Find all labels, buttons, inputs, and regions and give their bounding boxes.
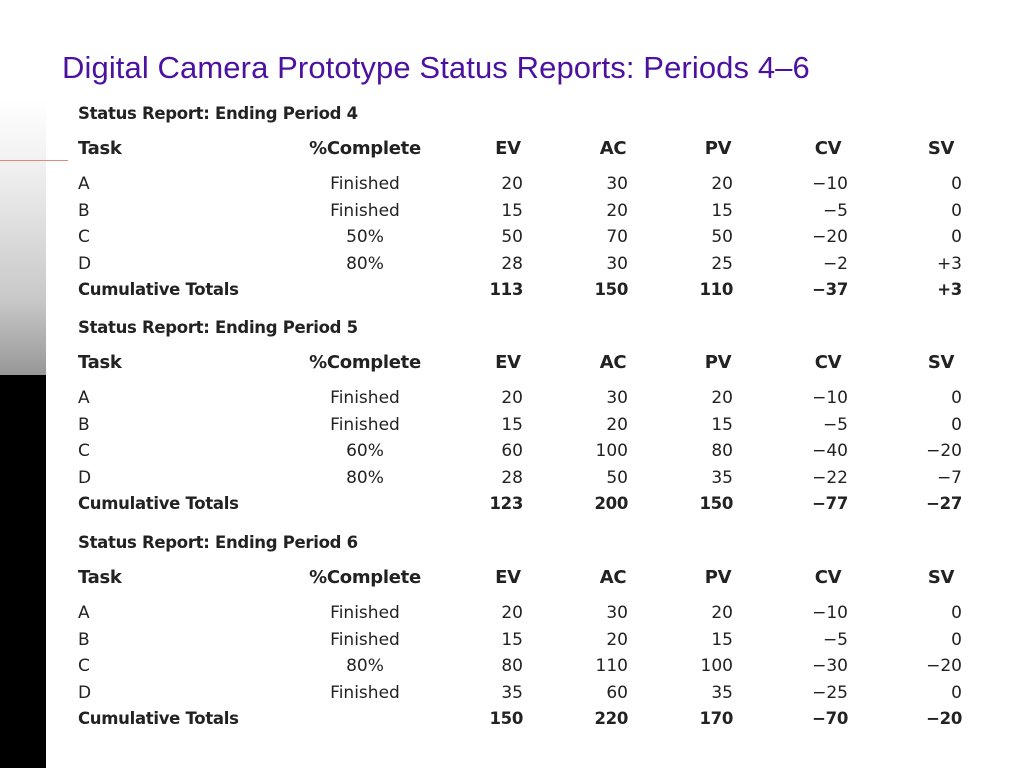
table-row [78,227,978,254]
ac-cell: 20 [606,414,628,435]
task-cell: B [78,629,90,650]
column-header-sv: SV [927,567,955,588]
pv-cell: 20 [711,603,733,623]
column-header-cv: CV [814,567,842,588]
totals-label: Cumulative Totals [78,494,239,514]
sv-cell: 0 [951,414,962,435]
total-sv: −20 [926,709,962,729]
table-header-row [78,138,978,174]
slide-title: Digital Camera Prototype Status Reports: Periods 4–6 [62,50,810,85]
pv-cell: 80 [711,441,733,462]
total-ev: 150 [489,709,523,729]
sv-cell: −20 [926,656,962,677]
pv-cell: 15 [711,200,733,221]
sv-cell: −20 [926,441,962,462]
status-report-period-6 [78,530,978,736]
ev-cell: 50 [501,227,523,248]
column-header-ac: AC [599,567,627,588]
total-ac: 200 [594,494,628,514]
ac-cell: 30 [606,603,628,623]
column-header-complete: %Complete [309,138,421,159]
pv-cell: 25 [711,253,733,274]
pv-cell: 35 [711,467,733,488]
total-pv: 110 [699,280,733,300]
complete-cell: 80% [346,656,384,677]
pv-cell: 15 [711,629,733,650]
total-ac: 150 [594,280,628,300]
table-row [78,630,978,657]
totals-row [78,709,978,736]
cv-cell: −10 [812,388,848,408]
pv-cell: 35 [711,682,733,703]
cv-cell: −5 [822,629,848,650]
ac-cell: 100 [595,441,628,462]
table-row [78,254,978,281]
pv-cell: 20 [711,174,733,194]
table-row [78,683,978,710]
ac-cell: 20 [606,200,628,221]
sv-cell: 0 [951,174,962,194]
sv-cell: 0 [951,682,962,703]
sv-cell: 0 [951,388,962,408]
table-header-row [78,352,978,388]
column-header-complete: %Complete [309,352,421,373]
left-solid-bar [0,375,46,768]
column-header-cv: CV [814,138,842,159]
report-title: Status Report: Ending Period 5 [78,318,358,337]
cv-cell: −40 [812,441,848,462]
table-row [78,201,978,228]
table-row [78,603,978,630]
table-row [78,415,978,442]
task-cell: D [78,253,92,274]
column-header-pv: PV [704,352,732,373]
status-report-period-5 [78,315,978,521]
column-header-task: Task [78,567,122,588]
total-pv: 150 [699,494,733,514]
cv-cell: −2 [822,253,848,274]
ac-cell: 110 [595,656,628,677]
sv-cell: −7 [936,467,962,488]
column-header-ac: AC [599,352,627,373]
column-header-ac: AC [599,138,627,159]
total-cv: −37 [812,280,848,300]
sv-cell: 0 [951,629,962,650]
ev-cell: 20 [501,603,523,623]
complete-cell: 80% [346,253,384,274]
sv-cell: 0 [951,200,962,221]
task-cell: D [78,467,92,488]
complete-cell: 60% [346,441,384,462]
totals-label: Cumulative Totals [78,280,239,300]
total-sv: −27 [926,494,962,514]
pv-cell: 100 [700,656,733,677]
total-ac: 220 [594,709,628,729]
ev-cell: 28 [501,253,523,274]
complete-cell: Finished [330,174,400,194]
report-title: Status Report: Ending Period 6 [78,533,358,552]
total-cv: −77 [812,494,848,514]
cv-cell: −20 [812,227,848,248]
ev-cell: 28 [501,467,523,488]
table-row [78,468,978,495]
status-report-period-4 [78,101,978,307]
ev-cell: 15 [501,414,523,435]
task-cell: C [78,441,90,462]
task-cell: D [78,682,92,703]
ev-cell: 20 [501,388,523,408]
column-header-task: Task [78,138,122,159]
complete-cell: Finished [330,414,400,435]
cv-cell: −30 [812,656,848,677]
accent-line [0,160,68,161]
ev-cell: 60 [501,441,523,462]
report-title: Status Report: Ending Period 4 [78,104,358,123]
task-cell: A [78,603,90,623]
total-sv: +3 [937,280,962,300]
table-row [78,656,978,683]
complete-cell: Finished [330,388,400,408]
cv-cell: −10 [812,174,848,194]
ac-cell: 30 [606,388,628,408]
task-cell: B [78,200,90,221]
column-header-ev: EV [495,138,521,159]
ac-cell: 50 [606,467,628,488]
cv-cell: −22 [812,467,848,488]
sv-cell: +3 [936,253,962,274]
column-header-sv: SV [927,352,955,373]
column-header-complete: %Complete [309,567,421,588]
ev-cell: 35 [501,682,523,703]
task-cell: A [78,174,90,194]
ac-cell: 30 [606,253,628,274]
task-cell: C [78,656,90,677]
table-row [78,174,978,201]
complete-cell: Finished [330,629,400,650]
column-header-pv: PV [704,567,732,588]
cv-cell: −10 [812,603,848,623]
complete-cell: 80% [346,467,384,488]
task-cell: A [78,388,90,408]
totals-row [78,280,978,307]
task-cell: B [78,414,90,435]
ev-cell: 15 [501,629,523,650]
complete-cell: Finished [330,603,400,623]
complete-cell: Finished [330,682,400,703]
cv-cell: −5 [822,200,848,221]
table-header-row [78,567,978,603]
total-ev: 123 [489,494,523,514]
column-header-ev: EV [495,567,521,588]
ac-cell: 20 [606,629,628,650]
column-header-task: Task [78,352,122,373]
sv-cell: 0 [951,603,962,623]
ac-cell: 70 [606,227,628,248]
complete-cell: 50% [346,227,384,248]
total-cv: −70 [812,709,848,729]
cv-cell: −5 [822,414,848,435]
pv-cell: 20 [711,388,733,408]
column-header-ev: EV [495,352,521,373]
total-pv: 170 [699,709,733,729]
totals-row [78,494,978,521]
ev-cell: 15 [501,200,523,221]
totals-label: Cumulative Totals [78,709,239,729]
total-ev: 113 [489,280,523,300]
table-row [78,441,978,468]
task-cell: C [78,227,90,248]
pv-cell: 50 [711,227,733,248]
table-row [78,388,978,415]
column-header-sv: SV [927,138,955,159]
pv-cell: 15 [711,414,733,435]
sv-cell: 0 [951,227,962,248]
column-header-pv: PV [704,138,732,159]
ac-cell: 60 [606,682,628,703]
ev-cell: 80 [501,656,523,677]
ac-cell: 30 [606,174,628,194]
column-header-cv: CV [814,352,842,373]
ev-cell: 20 [501,174,523,194]
cv-cell: −25 [812,682,848,703]
complete-cell: Finished [330,200,400,221]
